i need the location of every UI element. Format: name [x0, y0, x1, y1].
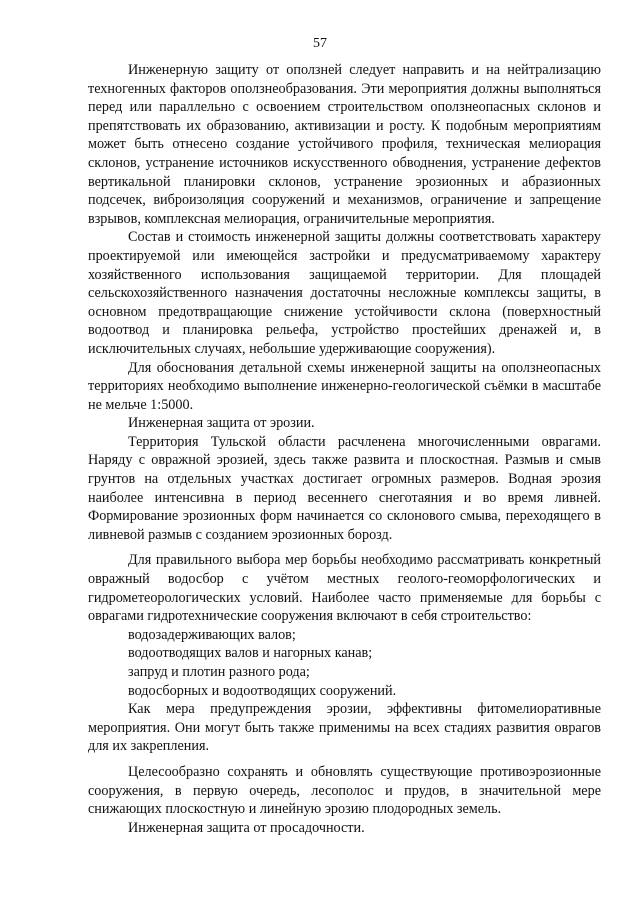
paragraph-hydrotechnical-structures: Для правильного выбора мер борьбы необходимо рассматривать конкретный овражный водосбор с учётом местных геолого-геоморфологических и гидрометеорологических условий. Наиболее часто применяемые для борьбы с оврагами гидротехнические сооружения включают в себя строительство:: [88, 552, 601, 625]
section-heading-erosion: Инженерная защита от эрозии.: [128, 415, 315, 432]
list-item-drainage-banks-ditches: водоотводящих валов и нагорных канав;: [128, 645, 373, 662]
list-item-water-retaining-banks: водозадерживающих валов;: [128, 626, 296, 643]
list-item-dams: запруд и плотин разного рода;: [128, 664, 310, 680]
page-body: [88, 61, 601, 837]
paragraph-preserve-structures: Целесообразно сохранять и обновлять существующие противоэрозионные сооружения, в первую очередь, лесополос и прудов, в значительной мере снижающих плоскостную и линейную эрозию плодородных земель.: [88, 763, 601, 818]
paragraph-geological-survey: Для обоснования детальной схемы инженерной защиты на оползнеопасных территориях необходимо выполнение инженерно-геологической съёмки в масштабе не мельче 1:5000.: [88, 359, 601, 413]
paragraph-tula-ravines: Территория Тульской области расчленена многочисленными оврагами. Наряду с овражной эрозией, здесь также развита и плоскостная. Размыв и смыв грунтов на отдельных участках достигает огромных размеров. Водная эрозия наиболее интенсивна в период весеннего снеготаяния и во время ливней. Формирование эрозионных форм начинается со склонового смыва, переходящего в ливневой размыв с созданием эрозионных борозд.: [88, 433, 601, 543]
paragraph-landslide-technogenic: Инженерную защиту от оползней следует направить и на нейтрализацию техногенных факторов оползнеобразования. Эти мероприятия должны выполняться перед или параллельно с освоением строительством оползнеопасных склонов и препятствовать их образованию, активизации и росту. К подобным мероприятиям может быть отнесено создание устойчивого профиля, техническая мелиорация склонов, устранение источников искусственного обводнения, устранение дефектов вертикальной планировки склонов, устранение эрозионных и абразионных подсечек, виброизоляция сооружений и механизмов, ограничение и запрещение взрывов, комплексная мелиорация, ограничительные мероприятия.: [88, 62, 601, 227]
paragraph-phytomelioration: Как мера предупреждения эрозии, эффективны фитомелиоративные мероприятия. Они могут быть также применимы на всех стадиях развития оврагов для их закрепления.: [88, 701, 601, 755]
paragraph-protection-cost: Состав и стоимость инженерной защиты должны соответствовать характеру проектируемой или имеющейся застройки и предусматриваемому характеру хозяйственного использования защищаемой территории. Для площадей сельскохозяйственного назначения достаточны несложные комплексы защиты, в основном предотвращающие снижение устойчивости склона (поверхностный водоотвод и планировка рельефа, устройство простейших дренажей и, в исключительных случаях, небольшие удерживающие сооружения).: [88, 229, 601, 357]
section-heading-subsidence: Инженерная защита от просадочности.: [128, 819, 365, 836]
list-item-collection-structures: водосборных и водоотводящих сооружений.: [128, 682, 397, 699]
page-number: 57: [313, 36, 327, 51]
